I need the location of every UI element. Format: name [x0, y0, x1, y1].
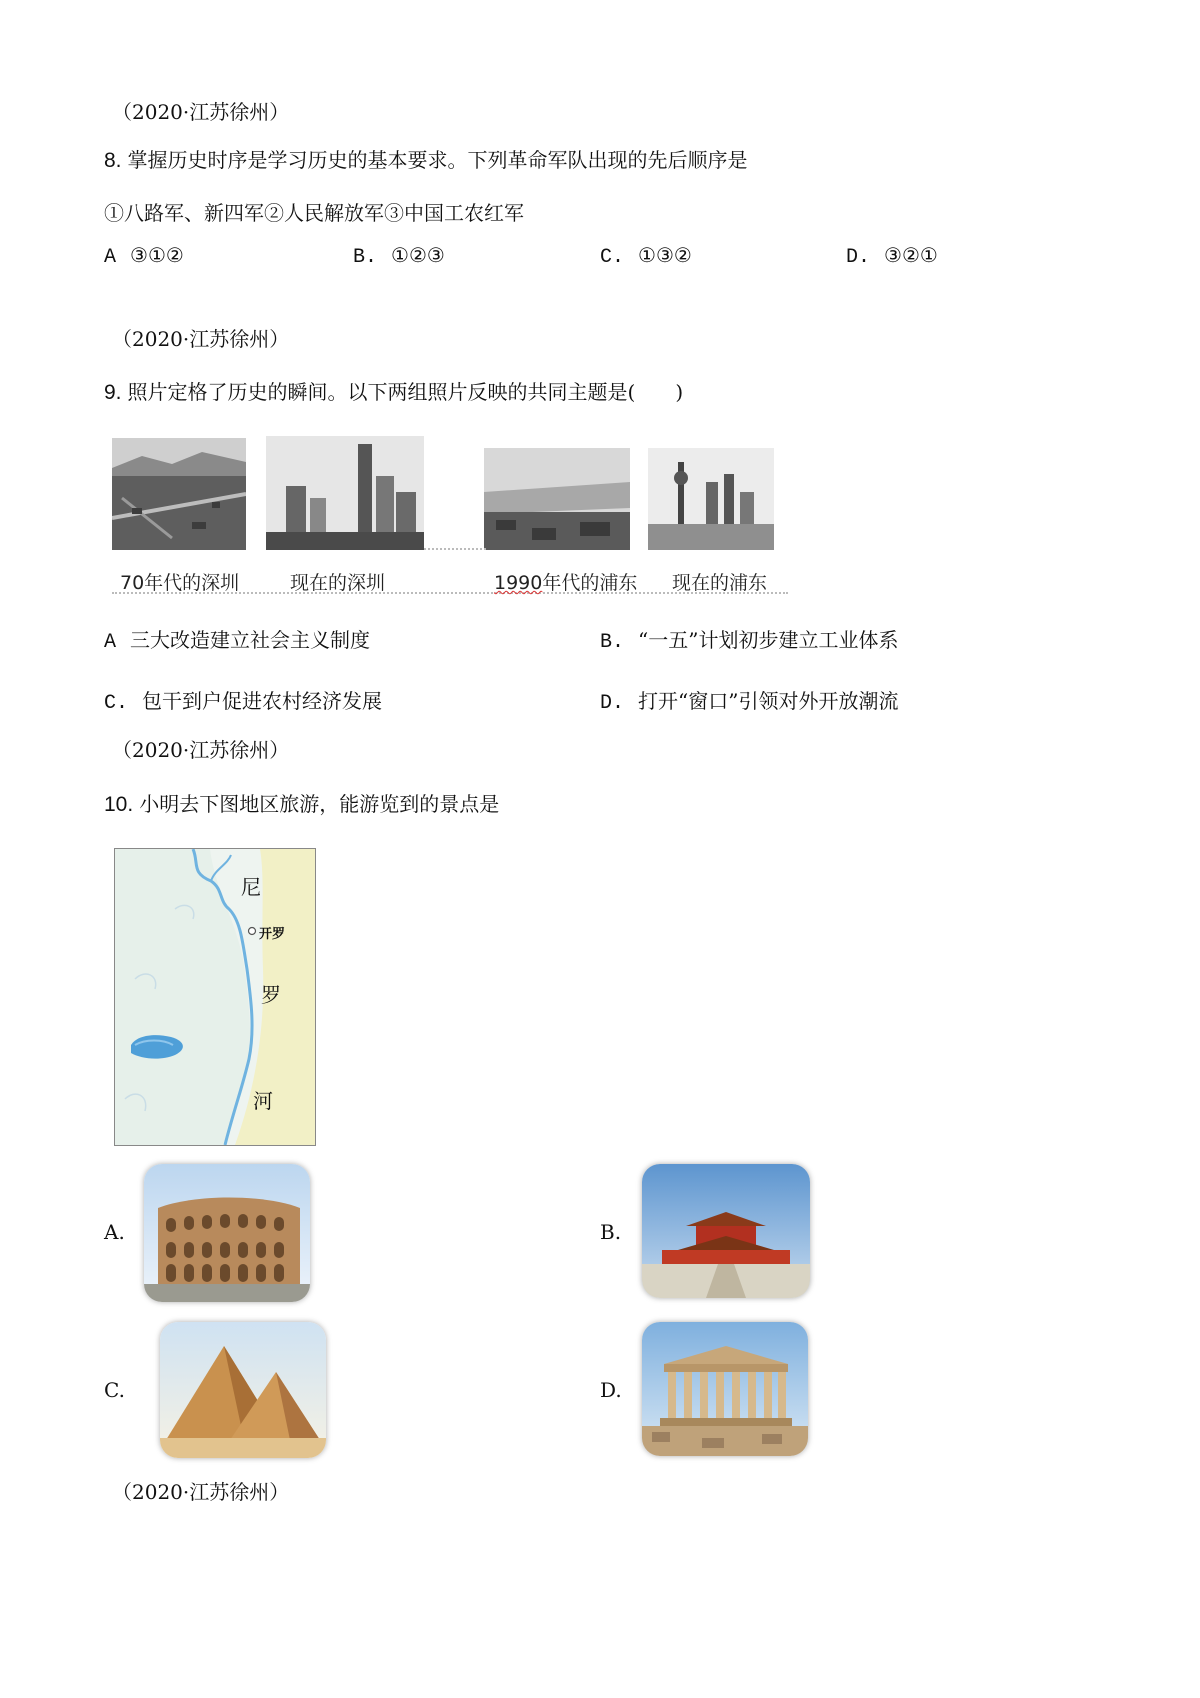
divider: [424, 548, 486, 550]
option-text: “一五”计划初步建立工业体系: [638, 628, 899, 652]
option-a[interactable]: [104, 624, 370, 654]
option-b[interactable]: [600, 1220, 621, 1244]
colosseum-image[interactable]: [144, 1164, 310, 1302]
option-c[interactable]: [600, 243, 692, 269]
option-b[interactable]: [353, 243, 445, 269]
option-b[interactable]: [600, 624, 898, 654]
source-label: （2020·江苏徐州）: [112, 1480, 290, 1504]
caption-year: 1990: [494, 572, 543, 594]
option-a[interactable]: [104, 243, 184, 269]
option-d[interactable]: [600, 685, 898, 715]
option-letter: D.: [846, 246, 871, 269]
question-number: 9.: [104, 381, 122, 404]
photo-pudong-now: [648, 448, 774, 550]
forbidden-city-image[interactable]: [642, 1164, 810, 1298]
pyramids-image[interactable]: [160, 1322, 326, 1458]
option-text: 包干到户促进农村经济发展: [142, 689, 383, 713]
option-text: ①②③: [391, 243, 445, 267]
photo-shenzhen-now: [266, 436, 424, 550]
option-c[interactable]: [104, 1378, 125, 1402]
option-letter: C.: [104, 1378, 125, 1402]
map-label-cairo: 开罗: [259, 927, 286, 942]
source-label: （2020·江苏徐州）: [112, 100, 290, 124]
option-d[interactable]: [846, 243, 938, 269]
option-c[interactable]: [104, 685, 382, 715]
option-letter: D.: [600, 1378, 622, 1402]
photo-pudong-1990s: [484, 448, 630, 550]
option-text: ③①②: [130, 243, 184, 267]
option-letter: A.: [104, 1220, 125, 1244]
photo-caption: 70年代的深圳: [120, 572, 240, 594]
question-8-items: ①八路军、新四军②人民解放军③中国工农红军: [104, 201, 524, 225]
question-text: 掌握历史时序是学习历史的基本要求。下列革命军队出现的先后顺序是: [127, 148, 748, 172]
source-label: （2020·江苏徐州）: [112, 738, 290, 762]
option-letter: D.: [600, 692, 625, 715]
question-10-stem: [104, 788, 499, 817]
option-letter: B.: [353, 246, 378, 269]
option-a[interactable]: [104, 1220, 125, 1244]
option-text: ③②①: [884, 243, 938, 267]
option-text: 打开“窗口”引领对外开放潮流: [638, 689, 899, 713]
question-9-stem: [104, 376, 683, 405]
caption-text: 年代的浦东: [542, 572, 638, 594]
option-letter: C.: [104, 692, 129, 715]
source-label: （2020·江苏徐州）: [112, 327, 290, 351]
option-letter: B.: [600, 1220, 622, 1244]
photo-shenzhen-70s: [112, 438, 246, 550]
map-label-he: 河: [253, 1089, 273, 1113]
question-text: 照片定格了历史的瞬间。以下两组照片反映的共同主题是( ): [127, 380, 684, 404]
question-text: 小明去下图地区旅游，能游览到的景点是: [139, 792, 500, 816]
option-text: 三大改造建立社会主义制度: [130, 628, 371, 652]
option-d[interactable]: [600, 1378, 622, 1402]
photo-caption: 现在的浦东: [672, 572, 768, 594]
nile-map: [114, 848, 316, 1146]
option-letter: A: [104, 631, 117, 654]
map-label-luo: 罗: [261, 983, 281, 1007]
option-text: ①③②: [638, 243, 692, 267]
photo-caption: [494, 568, 637, 595]
photo-caption: 现在的深圳: [290, 572, 386, 594]
option-letter: A: [104, 246, 117, 269]
map-label-ni: 尼: [241, 875, 261, 899]
option-letter: B.: [600, 631, 625, 654]
question-8-stem: [104, 144, 748, 173]
question-number: 10.: [104, 793, 134, 816]
option-letter: C.: [600, 246, 625, 269]
question-number: 8.: [104, 149, 122, 172]
parthenon-image[interactable]: [642, 1322, 808, 1456]
